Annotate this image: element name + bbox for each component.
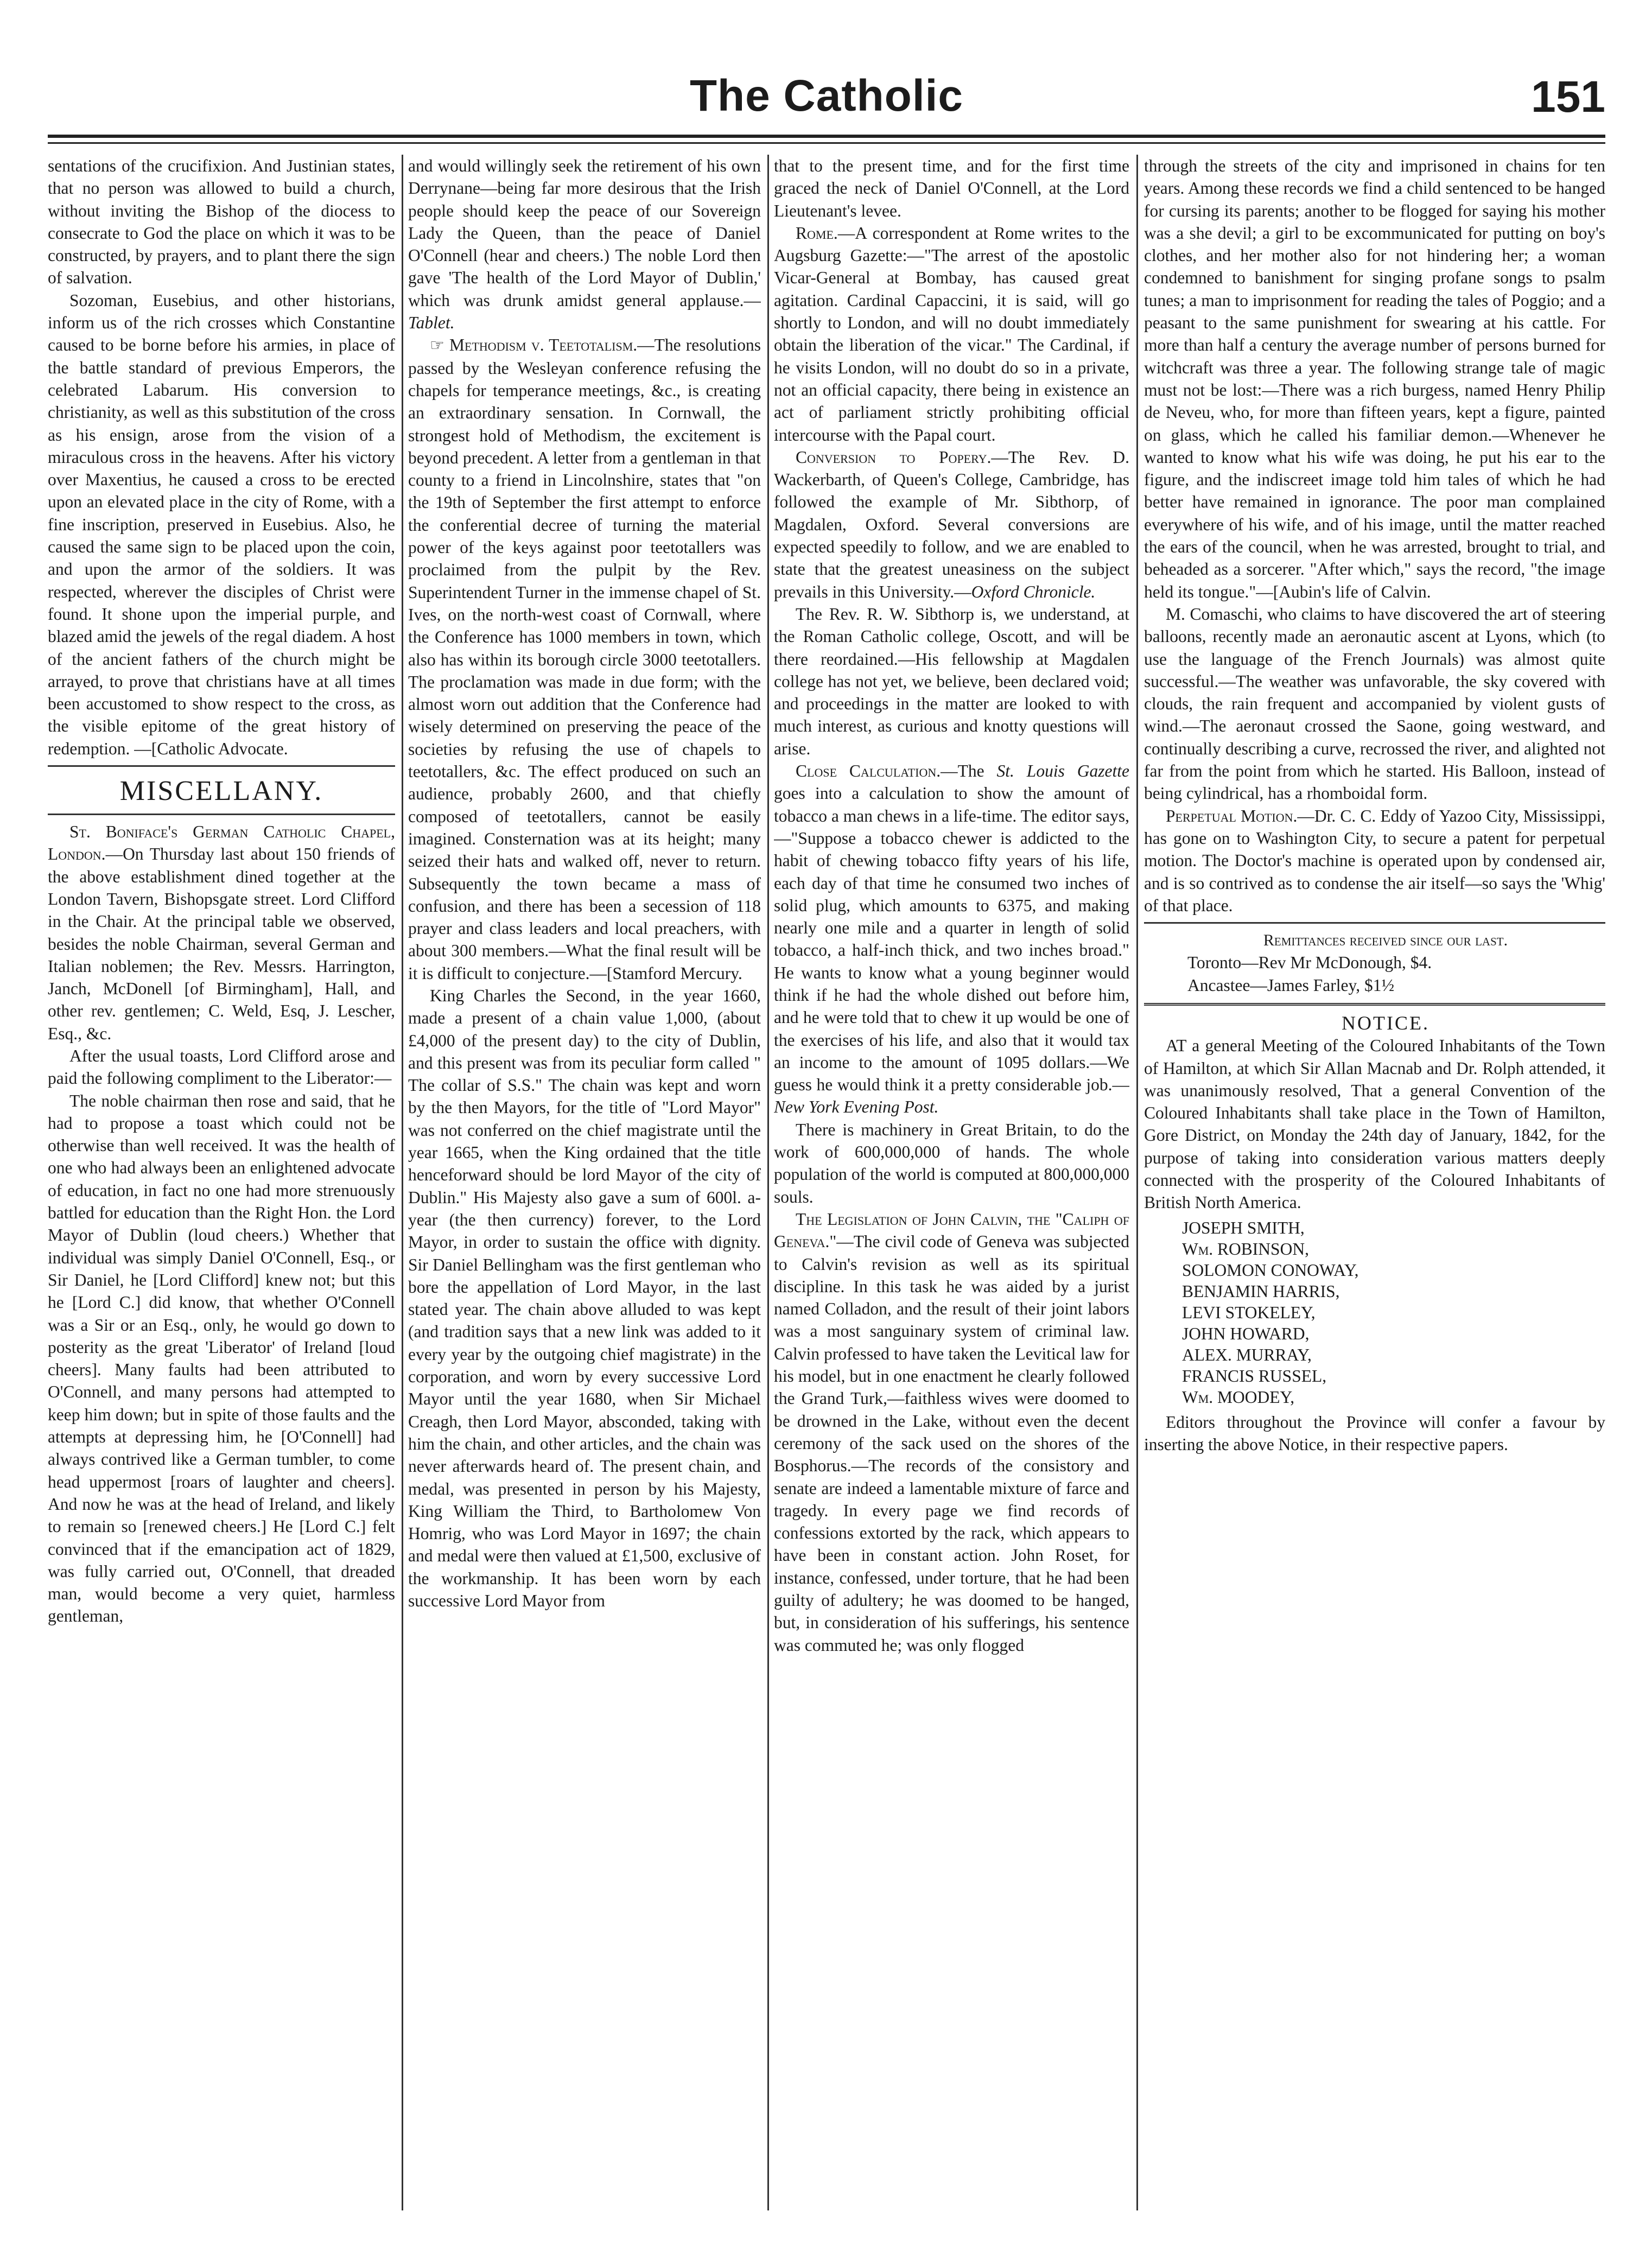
article-text: —The: [941, 761, 997, 781]
article-lead: The Legislation of John Calvin, the "Caliph of Geneva.": [774, 1209, 1129, 1251]
remittance-entry: Toronto—Rev Mr McDonough, $4.: [1187, 953, 1432, 973]
signatory: JOSEPH SMITH,: [1182, 1218, 1305, 1237]
paragraph: The noble chairman then rose and said, that he had to propose a toast which could not be otherwise than well received. It was the health of one who had always been an enlightened advocate of education, in fact no one had more strenuously battled for education than the Right Hon. the Lord Mayor of Dublin (loud cheers.) Whether that individual was simply Daniel O'Connell, Esq., or Sir Daniel, he [Lord Clifford] knew not; but this he [Lord C.] did know, that whether O'Connell was a Sir or an Esq., only, he would go down to posterity as the great 'Liberator' of Ireland [loud cheers]. Many faults had been attributed to O'Connell, and many persons had attempted to keep him down; but in spite of those faults and the attempts at depressing him, he [O'Connell] had always contrived like a German tumbler, to come head uppermost [roars of laughter and cheers]. And now he was at the head of Ireland, and likely to remain so [renewed cheers.] He [Lord C.] felt convinced that if the emancipation act of 1829, was fully carried out, O'Connell, that dreaded man, would become a very quiet, harmless gentleman,: [48, 1091, 395, 1626]
article-text: —Dr. C. C. Eddy of Yazoo City, Mississippi, has gone on to Washington City, to secure a patent for perpetual motion. The Doctor's machine is operated upon by condensed air, and is so contrived as to condense the air itself—so says the 'Whig' of that place.: [1144, 806, 1605, 915]
paragraph: After the usual toasts, Lord Clifford arose and paid the following compliment to the Liberator:—: [48, 1046, 395, 1088]
article-lead: Perpetual Motion.: [1166, 806, 1298, 825]
article-rome: [774, 222, 1129, 446]
remittance-entry: Ancastee—James Farley, $1½: [1187, 975, 1395, 995]
paragraph: [408, 155, 761, 334]
signatory: JOHN HOWARD,: [1182, 1324, 1310, 1343]
paragraph: King Charles the Second, in the year 1660, made a present of a chain value 1,000, (about £4,000 of the present day) to the city of Dublin, and this present was from its peculiar form called " The collar of S.S." The chain was kept and worn by the then Mayors, for the title of "Lord Mayor" was not conferred on the chief magistrate until the year 1665, when the King ordained that the title henceforward should be lord Mayor of the city of Dublin." His Majesty also gave a sum of 600l. a-year (the then currency) forever, to the Lord Mayor, in order to sustain the office with dignity. Sir Daniel Bellingham was the first gentleman who bore the appellation of Lord Mayor, in the last stated year. The chain above alluded to was kept (and tradition says that a new link was added to it every year by the outgoing chief magistrate) in the corporation, and worn by every successive Lord Mayor until the year 1680, when Sir Michael Creagh, then Lord Mayor, absconded, taking with him the chain, and other articles, and the chain was never afterwards heard of. The present chain, and medal, was presented in person by his Majesty, King William the Third, to Bartholomew Von Homrig, who was Lord Mayor in 1697; the chain and medal were then valued at £1,500, exclusive of the workmanship. It has been worn by each successive Lord Mayor from: [408, 986, 761, 1610]
paragraph: The Rev. R. W. Sibthorp is, we understand, at the Roman Catholic college, Oscott, and will be there reordained.—His fellowship at Magdalen college has not yet, we believe, been declared void; and proceedings in the matter are looked to with much interest, as curious and knotty questions will arise.: [774, 604, 1129, 758]
article-boniface: [48, 821, 395, 1045]
article-text: —On Thursday last about 150 friends of the above establishment dined together at the London Tavern, Bishopsgate street. Lord Clifford in the Chair. At the principal table we observed, besides the noble Chairman, several German and Italian noblemen; the Rev. Messrs. Harrington, Janch, McDonell [of Birmingham], Hall, and other rev. gentlemen; C. Weld, Esq, J. Lescher, Esq., &c.: [48, 844, 395, 1043]
divider: [1144, 1003, 1605, 1006]
pointing-hand-icon: ☞: [430, 336, 444, 355]
paragraph: M. Comaschi, who claims to have discovered the art of steering balloons, recently made an aeronautic ascent at Lyons, which (to use the language of the French Journals) was almost quite successful.—The weather was unfavorable, the sky covered with clouds, the rain frequent and accompanied by violent gusts of wind.—The aeronaut crossed the Saone, going westward, and continually describing a curve, recrossed the river, and alighted not far from the point from which he started. His Balloon, instead of being cylindrical, has a rhomboidal form.: [1144, 604, 1605, 803]
column-1: [48, 155, 395, 2210]
signatory: FRANCIS RUSSEL,: [1182, 1366, 1327, 1386]
paragraph: Sozoman, Eusebius, and other historians, inform us of the rich crosses which Constantine caused to be borne before his armies, in place of the battle standard of previous Emperors, the celebrated Labarum. His conversion to christianity, as well as this substitution of the cross as his ensign, arose from the vision of a miraculous cross in the heavens. After his victory over Maxentius, he caused a cross to be erected upon an elevated place in the city of Rome, with a fine inscription, preserved in Eusebius. Also, he caused the same sign to be placed upon the coin, and upon the armor of the soldiers. It was respected, wherever the disciples of Christ were found. It shone upon the imperial purple, and blazed amid the jewels of the regal diadem. A host of the ancient fathers of the church might be arrayed, to prove that christians have at all times been accustomed to show respect to the cross, as the visible epitome of the great history of redemption. —[Catholic Advocate.: [48, 290, 395, 758]
notice-heading: NOTICE.: [1342, 1012, 1429, 1034]
notice-text: AT a general Meeting of the Coloured Inhabitants of the Town of Hamilton, at which Sir Allan Macnab and Dr. Rolph attended, it was unanimously resolved, That a general Convention of the Coloured Inhabitants shall take place in the Town of Hamilton, Gore District, on Monday the 24th day of January, 1842, for the purpose of taking into consideration various matters deeply connected with the prosperity of the Coloured Inhabitants of British North America.: [1144, 1036, 1605, 1212]
signatories: [1182, 1217, 1605, 1408]
divider: [48, 765, 395, 767]
article-calculation: [774, 760, 1129, 1119]
signatory: LEVI STOKELEY,: [1182, 1302, 1316, 1322]
signatory: SOLOMON CONOWAY,: [1182, 1260, 1359, 1280]
article-text: —The civil code of Geneva was subjected to Calvin's revision as well as its spiritual discipline. In this task he was aided by a jurist named Colladon, and the result of their joint labors was a most sanguinary system of criminal law. Calvin professed to have taken the Levitical law for his model, but in one enactment he clearly followed the Grand Turk,—faithless wives were doomed to be drowned in the Lake, without even the decent ceremony of the sack used on the shores of the Bosphorus.—The records of the consistory and senate are indeed a lamentable mixture of farce and tragedy. In every page we find records of confessions extorted by the rack, which appears to have been in constant action. John Roset, for instance, confessed, under torture, that he had been guilty of adultery; he was doomed to be hanged, but, in consideration of his sufferings, his sentence was commuted he; was only flogged: [774, 1232, 1129, 1655]
article-text: goes into a calculation to show the amount of tobacco a man chews in a life-time. The editor says,—"Suppose a tobacco chewer is addicted to the habit of chewing tobacco fifty years of his life, each day of that time he consumed two inches of solid plug, which amounts to 6375, and making nearly one mile and a quarter in length of solid tobacco, a half-inch thick, and two inches broad." He wants to know what a young beginner would think if he had the whole dished out before him, and he were told that to chew it up would be one of the exercises of his life, and also that it would tax an income to the amount of 1095 dollars.—We guess he would think it a pretty considerable job.—: [774, 784, 1129, 1095]
source-attribution: Tablet.: [408, 313, 455, 333]
article-lead: Methodism v. Teetotalism.: [449, 335, 638, 355]
source-attribution: Oxford Chronicle.: [971, 582, 1096, 601]
column-divider: [1136, 155, 1138, 2210]
article-text: —The resolutions passed by the Wesleyan conference refusing the chapels for temperance meetings, &c., is creating an extraordinary sensation. In Cornwall, the strongest hold of Methodism, the excitement is beyond precedent. A letter from a gentleman in that county to a friend in Lincolnshire, states that "on the 19th of September the first attempt to enforce the conferential decree of turning the material power of the keys against poor teetotallers was proclaimed from the pulpit by the Rev. Superintendent Turner in the immense chapel of St. Ives, on the north-west coast of Cornwall, where the Conference has 1000 members in town, which also has within its borough circle 3000 teetotallers. The proclamation was made in due form; with the almost worn out addition that the Conference had wisely determined on preserving the peace of the societies by refusing the use of chapels to teetotallers, &c. The effect produced on such an audience, probably 2600, and that chiefly composed of teetotallers, cannot be easily imagined. Consternation was at its height; many seized their hats and walked off, never to return. Subsequently the town became a mass of confusion, and there has been a secession of 118 prayer and class leaders and local preachers, with about 300 members.—What the final result will be it is difficult to conjecture.—[Stamford Mercury.: [408, 335, 761, 983]
masthead-rule-thick: [48, 135, 1605, 138]
column-divider: [402, 155, 403, 2210]
newspaper-name: St. Louis Gazette: [996, 761, 1129, 781]
article-text: —A correspondent at Rome writes to the Augsburg Gazette:—"The arrest of the apostolic Vicar-General at Bombay, has caused great agitation. Cardinal Capaccini, it is said, will go shortly to London, and will no doubt immediately obtain the liberation of the vicar." The Cardinal, if he visits London, will no doubt do so in a private, not an official capacity, there being in existence an act of parliament strictly prohibiting official intercourse with the Papal court.: [774, 223, 1129, 444]
article-lead: St. Boniface's German Catholic Chapel, London.: [48, 822, 395, 864]
article-lead: Rome.: [796, 223, 838, 243]
paragraph: that to the present time, and for the first time graced the neck of Daniel O'Connell, at the Lord Lieutenant's levee.: [774, 156, 1129, 220]
source-attribution: New York Evening Post.: [774, 1097, 939, 1117]
remittances-heading: Remittances received since our last.: [1263, 931, 1508, 950]
column-4: [1144, 155, 1605, 2210]
column-divider: [767, 155, 769, 2210]
paragraph: There is machinery in Great Britain, to do the work of 600,000,000 of hands. The whole population of the world is computed at 800,000,000 souls.: [774, 1120, 1129, 1206]
article-methodism: [408, 334, 761, 984]
signatory: BENJAMIN HARRIS,: [1182, 1281, 1340, 1301]
signatory: Wm. ROBINSON,: [1182, 1239, 1309, 1259]
article-lead: Conversion to Popery.: [796, 447, 992, 467]
paragraph: through the streets of the city and imprisoned in chains for ten years. Among these records we find a child sentenced to be hanged for cursing its parents; another to be flogged for saying his mother was a she devil; a girl to be excommunicated for putting on boy's clothes, and her mother also for not hindering her; a woman condemned to banishment for singing profane songs to psalm tunes; a man to imprisonment for reading the tales of Poggio; and a peasant to the same punishment for swearing at his cattle. For more than half a century the average number of persons burned for witchcraft was three a year. The following strange tale of magic must not be lost:—There was a rich burgess, named Henry Philip de Neveu, who, for more than fifteen years, kept a figure, painted on glass, which he called his familiar demon.—Whenever he wanted to know what his wife was doing, he put his ear to the figure, and the indiscreet image told him tales of which he had better have remained in ignorance. The poor man complained everywhere of his wife, and of his image, until the matter reached the ears of the council, when he was arrested, brought to trial, and beheaded as a sorcerer. "After which," says the record, "the image held its tongue."—[Aubin's life of Calvin.: [1144, 156, 1605, 601]
paragraph: sentations of the crucifixion. And Justinian states, that no person was allowed to build a church, without inviting the Bishop of the diocess to consecrate to God the place on which it was to be constructed, by prayers, and to plant there the sign of salvation.: [48, 156, 395, 288]
article-perpetual-motion: [1144, 805, 1605, 917]
article-lead: Close Calculation.: [796, 761, 941, 781]
newspaper-title: The Catholic: [689, 71, 964, 120]
column-2: [408, 155, 761, 2210]
masthead-rule-thin: [48, 142, 1605, 144]
paragraph: Editors throughout the Province will confer a favour by inserting the above Notice, in their respective papers.: [1144, 1412, 1605, 1454]
signatory: Wm. MOODEY,: [1182, 1387, 1295, 1407]
article-conversion: [774, 446, 1129, 603]
paragraph-text: and would willingly seek the retirement of his own Derrynane—being far more desirous that the Irish people should keep the peace of our Sovereign Lady the Queen, than the peace of Daniel O'Connell (hear and cheers.) The noble Lord then gave 'The health of the Lord Mayor of Dublin,' which was drunk amidst general applause.—: [408, 156, 761, 310]
article-calvin: [774, 1208, 1129, 1656]
divider: [48, 814, 395, 815]
page-number: 151: [1531, 72, 1605, 122]
miscellany-heading: MISCELLANY.: [119, 776, 323, 807]
divider: [1144, 922, 1605, 924]
signatory: ALEX. MURRAY,: [1182, 1345, 1312, 1364]
article-text: —The Rev. D. Wackerbarth, of Queen's College, Cambridge, has followed the example of Mr. Sibthorp, of Magdalen, Oxford. Several conversions are expected speedily to follow, and we are enabled to state that the greatest uneasiness on the subject prevails in this University.—: [774, 447, 1129, 601]
column-3: [774, 155, 1129, 2210]
